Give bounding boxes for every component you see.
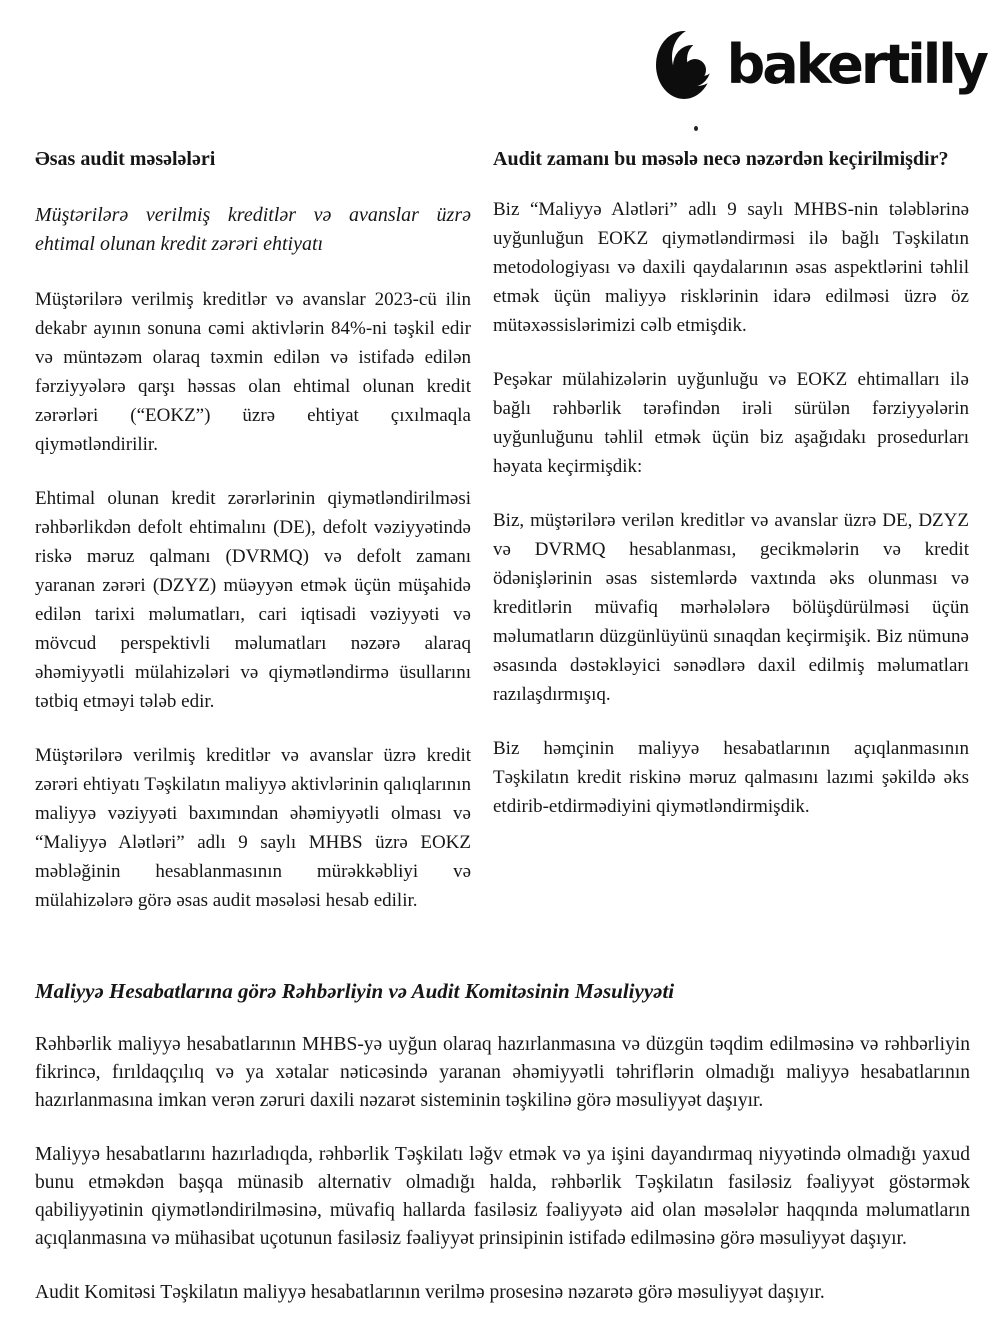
paragraph: Audit Komitəsi Təşkilatın maliyyə hesabatlarının verilmə prosesinə nəzarətə görə məsuliyyət daşıyır. xyxy=(35,1282,825,1303)
bakertilly-logo-text: bakertilly xyxy=(726,33,986,96)
bakertilly-crescent-icon xyxy=(655,24,719,102)
right-column-heading: Audit zamanı bu məsələ necə nəzərdən keçirilmişdir? xyxy=(493,148,949,170)
left-column-heading: Əsas audit məsələləri xyxy=(35,148,216,170)
bakertilly-logo xyxy=(0,0,1000,102)
paragraph: Biz həmçinin maliyyə hesabatlarının açıqlanmasının Təşkilatın kredit riskinə məruz qalmasını lazımi şəkildə əks etdirib-etdirmədiyini qiymətləndirmişdik. xyxy=(493,738,969,817)
paragraph: Müştərilərə verilmiş kreditlər və avanslar 2023-cü ilin dekabr ayının sonuna cəmi aktivlərin 84%-ni təşkil edir və müntəzəm olaraq təxmin edilən və istifadə edilən fərziyyələrə qarşı həssas olan ehtimal olunan kredit zərərləri (“EOKZ”) üzrə ehtiyat çıxılmaqla qiymətləndirilir. xyxy=(35,289,471,455)
paragraph: Rəhbərlik maliyyə hesabatlarının MHBS-yə uyğun olaraq hazırlanmasına və düzgün təqdim edilməsinə və rəhbərliyin fikrincə, fırıldaqçılıq və ya xətalar nəticəsində yaranan əhəmiyyətli təhriflərin olmadığı maliyyə hesabatlarının hazırlanmasına imkan verən zəruri daxili nəzarət sisteminin təşkilinə görə məsuliyyət daşıyır. xyxy=(35,1034,970,1111)
responsibility-section-heading: Maliyyə Hesabatlarına görə Rəhbərliyin və Audit Komitəsinin Məsuliyyəti xyxy=(35,979,675,1003)
paragraph: Müştərilərə verilmiş kreditlər və avanslar üzrə kredit zərəri ehtiyatı Təşkilatın maliyyə aktivlərinin qalıqlarının maliyyə vəziyyəti baxımından əhəmiyyətli olması və “Maliyyə Alətləri” adlı 9 saylı MHBS üzrə EOKZ məbləğinin hesablanmasının mürəkkəbliyi və mülahizələrə görə əsas audit məsələsi hesab edilir. xyxy=(35,745,471,911)
paragraph: Maliyyə hesabatlarını hazırladıqda, rəhbərlik Təşkilatı ləğv etmək və ya işini dayandırmaq niyyətində olmadığı yaxud bunu etməkdən başqa münasib alternativ olmadığı halda, rəhbərlik Təşkilatın fasiləsiz fəaliyyət göstərmək qabiliyyətinin qiymətləndirilməsinə, müvafiq hallarda fasiləsiz fəaliyyətə aid olan məsələlər haqqında məlumatların açıqlanmasına və mühasibat uçotunun fasiləsiz fəaliyyət prinsipinin istifadə edilməsinə görə məsuliyyət daşıyır. xyxy=(35,1144,970,1249)
audit-response-column xyxy=(493,146,969,940)
responsibility-section xyxy=(0,940,1000,1307)
paragraph: Biz “Maliyyə Alətləri” adlı 9 saylı MHBS-nin tələblərinə uyğunluğun EOKZ qiymətləndirməsi ilə bağlı Təşkilatın metodologiyası və daxili qaydalarının əsas aspektlərini təhlil etmək üçün maliyyə risklərinin idarə edilməsi üzrə öz mütəxəssislərimizi cəlb etmişdik. xyxy=(493,199,969,336)
paragraph: Ehtimal olunan kredit zərərlərinin qiymətləndirilməsi rəhbərlikdən defolt ehtimalını (DE), defolt vəziyyətində riskə məruz qalmanı (DVRMQ) və defolt zamanı yaranan zərəri (DZYZ) müəyyən etmək üçün müşahidə edilən tarixi məlumatları, cari iqtisadi vəziyyəti və mövcud perspektivli məlumatları nəzərə alaraq əhəmiyyətli mülahizələri və qiymətləndirmə üsullarını tətbiq etməyi tələb edir. xyxy=(35,488,471,712)
paragraph: Peşəkar mülahizələrin uyğunluğu və EOKZ ehtimalları ilə bağlı rəhbərlik tərəfindən irəli sürülən fərziyyələrin uyğunluğunu təhlil etmək üçün biz aşağıdakı prosedurları həyata keçirmişdik: xyxy=(493,369,969,477)
scan-artifact-dot xyxy=(694,126,698,131)
key-audit-matter-subheading: Müştərilərə verilmiş kreditlər və avanslar üzrə ehtimal olunan kredit zərəri ehtiyatı xyxy=(35,204,471,255)
paragraph: Biz, müştərilərə verilən kreditlər və avanslar üzrə DE, DZYZ və DVRMQ hesablanması, gecikmələrin və kredit ödənişlərinin əsas sistemlərdə vaxtında əks olunması və kreditlərin müvafiq mərhələlərə bölüşdürülməsi üçün məlumatların düzgünlüyünü sınaqdan keçirmişik. Biz nümunə əsasında dəstəkləyici sənədlərə daxil edilmiş məlumatları razılaşdırmışıq. xyxy=(493,510,969,705)
key-audit-matters-columns xyxy=(0,102,1000,940)
key-audit-matter-column xyxy=(35,146,471,940)
